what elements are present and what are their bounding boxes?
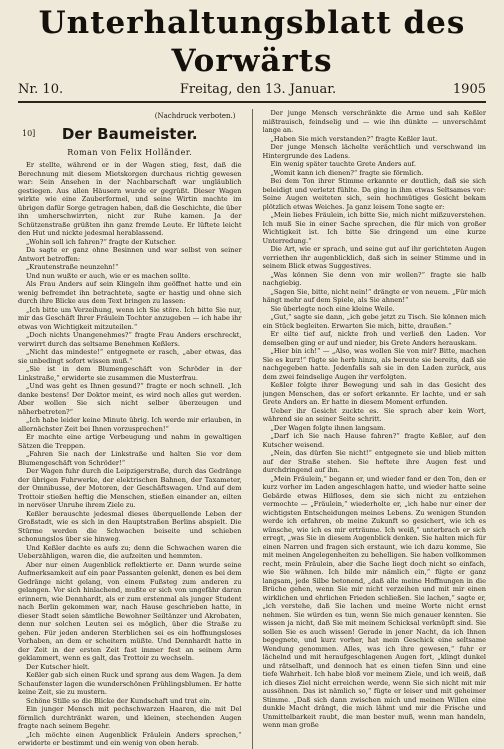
paragraph: Bei dem Ton ihrer Stimme erkannte er deutlich, daß sie sich beleidigt und verletzt fühlte. Da ging in ihm etwas Seltsames vor: Seine Augen weiteten sich, sein hochmütiges Gesicht bekam plötzlich etwas Weiches. Ja ganz leisem Tone sagte er: — [262, 177, 486, 211]
paragraph: Der Wagen fuhr durch die Leipzigerstraße, durch das Gedränge der übrigen Fuhrwerke, der elektrischen Bahnen, der Taxameter, der Omnibusse, der Motoren, der Geschäftswagen. Und auf dem Trottoir stießen heftig die Menschen, stießen einander an, eilten in nervöser Unruhe ihrem Ziele zu. — [18, 467, 242, 509]
paragraph: „Wohin soll ich fahren?“ fragte der Kutscher. — [26, 237, 177, 246]
paragraph: „Hier bin ich!“ — „Also, was wollen Sie von mir? Bitte, machen Sie es kurz!“ fügte sie herb hinzu, als bereute sie bereits, daß sie nachgegeben hatte. Jedenfalls sah sie in den Laden zurück, aus dem zwei feindselige Augen ihr verfolgten. — [262, 347, 486, 381]
column-right — [263, 109, 487, 749]
paragraph: Der junge Mensch verschränkte die Arme und sah Keßler mißtrauisch, feindselig und — wie ihn dünkte — unverschämt lange an. — [262, 109, 486, 134]
issue-year: 1905 — [452, 82, 486, 97]
paragraph: Schöne Stille so die Blicke der Kundschaft und trat ein. — [26, 696, 212, 705]
column-left — [18, 109, 242, 749]
paragraph: Keßler folgte ihrer Bewegung und sah in das Gesicht des jungen Menschen, das er sofort erkannte. Er lachte, und er sah Grete Anders an. Er hatte in diesem Moment erfunden. — [262, 381, 486, 406]
column-right-text — [263, 109, 487, 730]
paragraph: Und Keßler dachte es aufs zu; denn die Schwachen waren die Ueberzähligen, waren die, die aufzeiten und hemmten. — [18, 543, 242, 560]
paragraph: „Gut,“ sagte sie dann, „ich gebe jetzt zu Tisch. Sie können mich ein Stück begleiten. Erwarten Sie mich, bitte, draußen.“ — [262, 313, 486, 330]
paragraph: Er machte eine artige Verbeugung und nahm in gewaltigen Sätzen die Treppen. — [18, 433, 242, 450]
paragraph: Ein junger Mensch mit pechschwarzen Haaren, die mit Del förmlich durchtränkt waren, und kleinen, stechenden Augen fragte nach seinem Begehr. — [18, 705, 242, 730]
paragraph: Er stellte, während er in der Wagen stieg, fest, daß die Berechnung mit diesem Mietskorgen durchaus richtig gewesen war: Sein Ansehen in der Nachbarschaft war ungläublich gestiegen. Aus allen Häusern wurde er gegrüßt. Dieser Wagen wirkte wie eine Zauberformel, und seine Wirtin machte im übrigen dafür Sorge getragen haben, daß die Geschichte, die über ihn umherschwirrten, nicht zur Ruhe kamen. Ja der Schützenstraße grüßten ihn ganz fremde Leute. Er lüftete leicht den Hut und nickte jedesmal herablassend. — [18, 161, 242, 237]
issue-date: Freitag, den 13. Januar. — [179, 82, 337, 97]
story-title-row — [18, 123, 242, 145]
paragraph: „Sagen Sie, bitte, nicht nein!“ drängte er von neuem. „Für mich hängt mehr auf dem Spiele, als Sie ahnen!“ — [262, 287, 486, 304]
paragraph: Und nun wußte er auch, wie er es machen sollte. — [26, 271, 191, 280]
issue-number: Nr. 10. — [18, 82, 64, 97]
column-left-text — [18, 161, 242, 748]
column-divider — [252, 109, 253, 749]
paragraph: „Und was geht es Ihnen gesund?“ fragte er noch schnell. „Ich danke bestens! Der Doktor meint, es wird noch alles gut werden. Aber wollen Sie sich nicht selber überzeugen und näherbetreten?“ — [18, 382, 242, 416]
paragraph: Keßler berauschte jedesmal dieses überquellende Leben der Großstadt, wie es sich in den Hauptstraßen Berlins abspielt. Die Stürme werden die Schwachen beiseite und schieben schonungslos über sie hinweg. — [18, 509, 242, 543]
story-title: Der Baumeister. — [61, 125, 198, 143]
paragraph: Sie überlegte noch eine kleine Weile. — [270, 304, 395, 313]
paragraph: Aber nur einen Augenblick reflektierte er. Dann wurde seine Aufmerksamkeit auf ein paar Passanten gelenkt, denen es bei dem Gedränge nicht gelang, von einem Fußsteg zum anderen zu gelangen. Vor sich hinlachend, mußte er sich von ungefähr daran erinnern, wie Dennhardt, als er zum erstenmal als junger Student nach Berlin gekommen war, nach Hause geschrieben hatte, in dieser Stadt seien sämtliche Bewohner Seiltänzer und Akrobaten, denn nur solchen Leuten sei es möglich, über die Straße zu gehen. Für jeden anderen Sterblichen sei es ein hoffnungsloses Vorhaben, an dem er scheitern müßte. Und Dennhardt hatte in der Zeit in der ersten Zeit fast immer fest an seinem Arm geklammert, wenn es galt, das Trottoir zu wechseln. — [18, 560, 242, 662]
paragraph: Der junge Mensch lächelte verächtlich und verschwand im Hintergrunde des Ladens. — [262, 143, 486, 160]
paragraph: „Darf ich Sie nach Hause fahren?“ fragte Keßler, auf den Kutscher weisend. — [262, 432, 486, 449]
paragraph: „Sie ist in dem Blumengeschäft von Schröder in der Linkstraße,“ erwiderte sie zusammen die Musterfrau. — [18, 365, 242, 382]
paragraph: „Ich möchte einen Augenblick Fräulein Anders sprechen,“ erwiderte er bestimmt und ein wenig von oben herab. — [18, 730, 242, 747]
paragraph: Ein wenig später tauchte Grete Anders auf. — [270, 160, 416, 168]
paragraph: „Doch nichts Unangenehmes?“ fragte Frau Anders erschreckt, verwirrt durch das seltsame Benehmen Keßlers. — [18, 331, 242, 348]
story-byline: Roman von Felix Holländer. — [67, 148, 193, 157]
paragraph: „Was können Sie denn von mir wollen?“ fragte sie halb nachgiebig. — [262, 270, 486, 287]
paragraph: „Mein Fräulein,“ begann er, und wieder fand er den Ton, den er kurz vorher im Laden angeschlagen hatte, und wieder hatte seine Gebärde etwas Hilfloses, dem sie sich nicht zu entziehen vermochte — „Fräulein,“ wiederholte er, „ich habe nur einer der wichtigsten Entscheidungen meines Lebens. Zu wenigen Stunden werde ich erfahren, ob meine Zukunft so gesichert, wie ich es wünsche, wie ich es mir erträume. Ich weiß,“ unterbrach er sich erregt, „was Sie in diesem Augenblick denken. Sie halten mich für einen Narren und fragen sich erstaunt, wie ich dazu komme, Sie mit meinen Angelegenheiten zu behelligen. Sie haben vollkommen recht, mein Fräulein, aber die Sache liegt doch nicht so einfach, wie Sie wähnen. Ich bilde mir nämlich ein,“ fügte er ganz langsam, jede Silbe betonend, „daß alle meine Hoffnungen in die Brüche gehen, wenn Sie mir nicht verzeihen und mit mir einen wirklichen und ehrlichen Frieden schließen. Sie lachen,“ sagte er, „ich verstehe, daß Sie lachen und meine Worte nicht ernst nehmen. Sie würden es tun, wenn Sie mich genauer kennten. Sie wissen ja nicht, daß Sie mit meinem Schicksal verknüpft sind. Sie sollen Sie es auch wissen! Gerade in jener Nacht, da ich Ihnen begegnete, und kurz vorher, hat mein Geschick eine seltsame Wendung genommen. Alles, was ich ihre gewesen,“ fuhr er lächelnd und mit heraufgeschlagenen Augen fort, „klingt dunkel und rätselhaft, und dennoch hat es einen tiefen Sinn und eine tiefe Wahrheit. Ich habe bloß vor meinem Ziele, und ich weiß, daß ich dieses Ziel nicht erreichen werde, wenn Sie sich nicht mit mir aussöhnen. Das ist nämlich so,“ fügte er leiser und mit geheimer Stimme. „Daß sich dann zwischen mich und meinen Willen eine dunkle Macht drängt, die mich lähmt und mir die Frische und Unmittelbarkeit raubt, die man bester muß, wenn man handeln, wenn man große — [262, 474, 486, 729]
paragraph: „Fahren Sie nach der Linkstraße und halten Sie vor dem Blumengeschäft von Schröder!“ — [18, 450, 242, 467]
paragraph: Er eilte tief auf, nickte froh und verließ den Laden. Vor demselben ging er auf und nieder, bis Grete Anders herauskam. — [262, 330, 486, 347]
text-columns — [18, 109, 486, 749]
paragraph: „Nein, das dürfen Sie nicht!“ entgegnete sie und blieb mitten auf der Straße stehen. Sie heftete ihre Augen fest und durchdringend auf ihn. — [262, 449, 486, 474]
paragraph: „Ich habe leider keine Minute übrig. Ich werde mir erlauben, in allernächster Zeit bei Ihnen vorzusprechen!“ — [18, 416, 242, 433]
paragraph: „Der Wagen folgte ihnen langsam. — [270, 423, 386, 432]
installment-number: 10] — [22, 129, 36, 138]
paragraph: „Womit kann ich dienen?“ fragte sie förmlich. — [270, 168, 424, 177]
paragraph: „Haben Sie mich verstanden?“ fragte Keßler laut. — [270, 134, 438, 143]
masthead-title: Unterhaltungsblatt des Vorwärts — [38, 5, 466, 79]
paragraph: Ueber ihr Gesicht zuckte es. Sie sprach aber kein Wort, während sie an seiner Seite schritt. — [262, 406, 486, 423]
paragraph: „Nicht das mindeste!“ entgegnete er rasch, „aber etwas, das sie unbedingt sofort wissen muß.“ — [18, 348, 242, 365]
issue-row — [18, 82, 486, 103]
paragraph: Da sagte er ganz ohne Besinnen und war selbst von seiner Antwort betroffen: — [18, 246, 242, 263]
paragraph: „Ich bitte um Verzeihung, wenn ich Sie störe. Ich bitte Sie nur, mir das Geschäft Ihrer Fräulein Tochter anzugeben — ich habe ihr etwas von Wichtigkeit mitzuteilen.“ — [18, 305, 242, 331]
paragraph: „Krautenstraße neunzehn!“ — [26, 263, 119, 271]
paragraph: Als Frau Anders auf sein Klingeln ihm geöffnet hatte und ein wenig befremdet ihn betrachtete, sagte er hastig und ohne sich durch ihre Blicke aus dem Text bringen zu lassen: — [18, 280, 242, 305]
reprint-note: (Nachdruck verboten.) — [154, 112, 236, 120]
paragraph: Keßler gab sich einen Ruck und sprang aus dem Wagen. Ja dem Schaufenster lagen die wunderschönen Frühlingsblumen. Er hatte keine Zeit, sie zu mustern. — [18, 671, 242, 696]
paragraph: Die Art, wie er sprach, und seine gut auf ihr gerichteten Augen verriethen ihr augenblicklich, daß sich in seiner Stimme und in seinem Blick etwas Suggestives. — [262, 245, 486, 270]
paragraph: Der Kutscher hielt. — [26, 662, 90, 671]
paragraph: „Mein liebes Fräulein, ich bitte Sie, mich nicht mißzuverstehen. Ich muß Sie in einer Sache sprechen, die für mich von großer Wichtigkeit ist. Ich bitte Sie dringend um eine kurze Unterredung.“ — [262, 211, 486, 245]
